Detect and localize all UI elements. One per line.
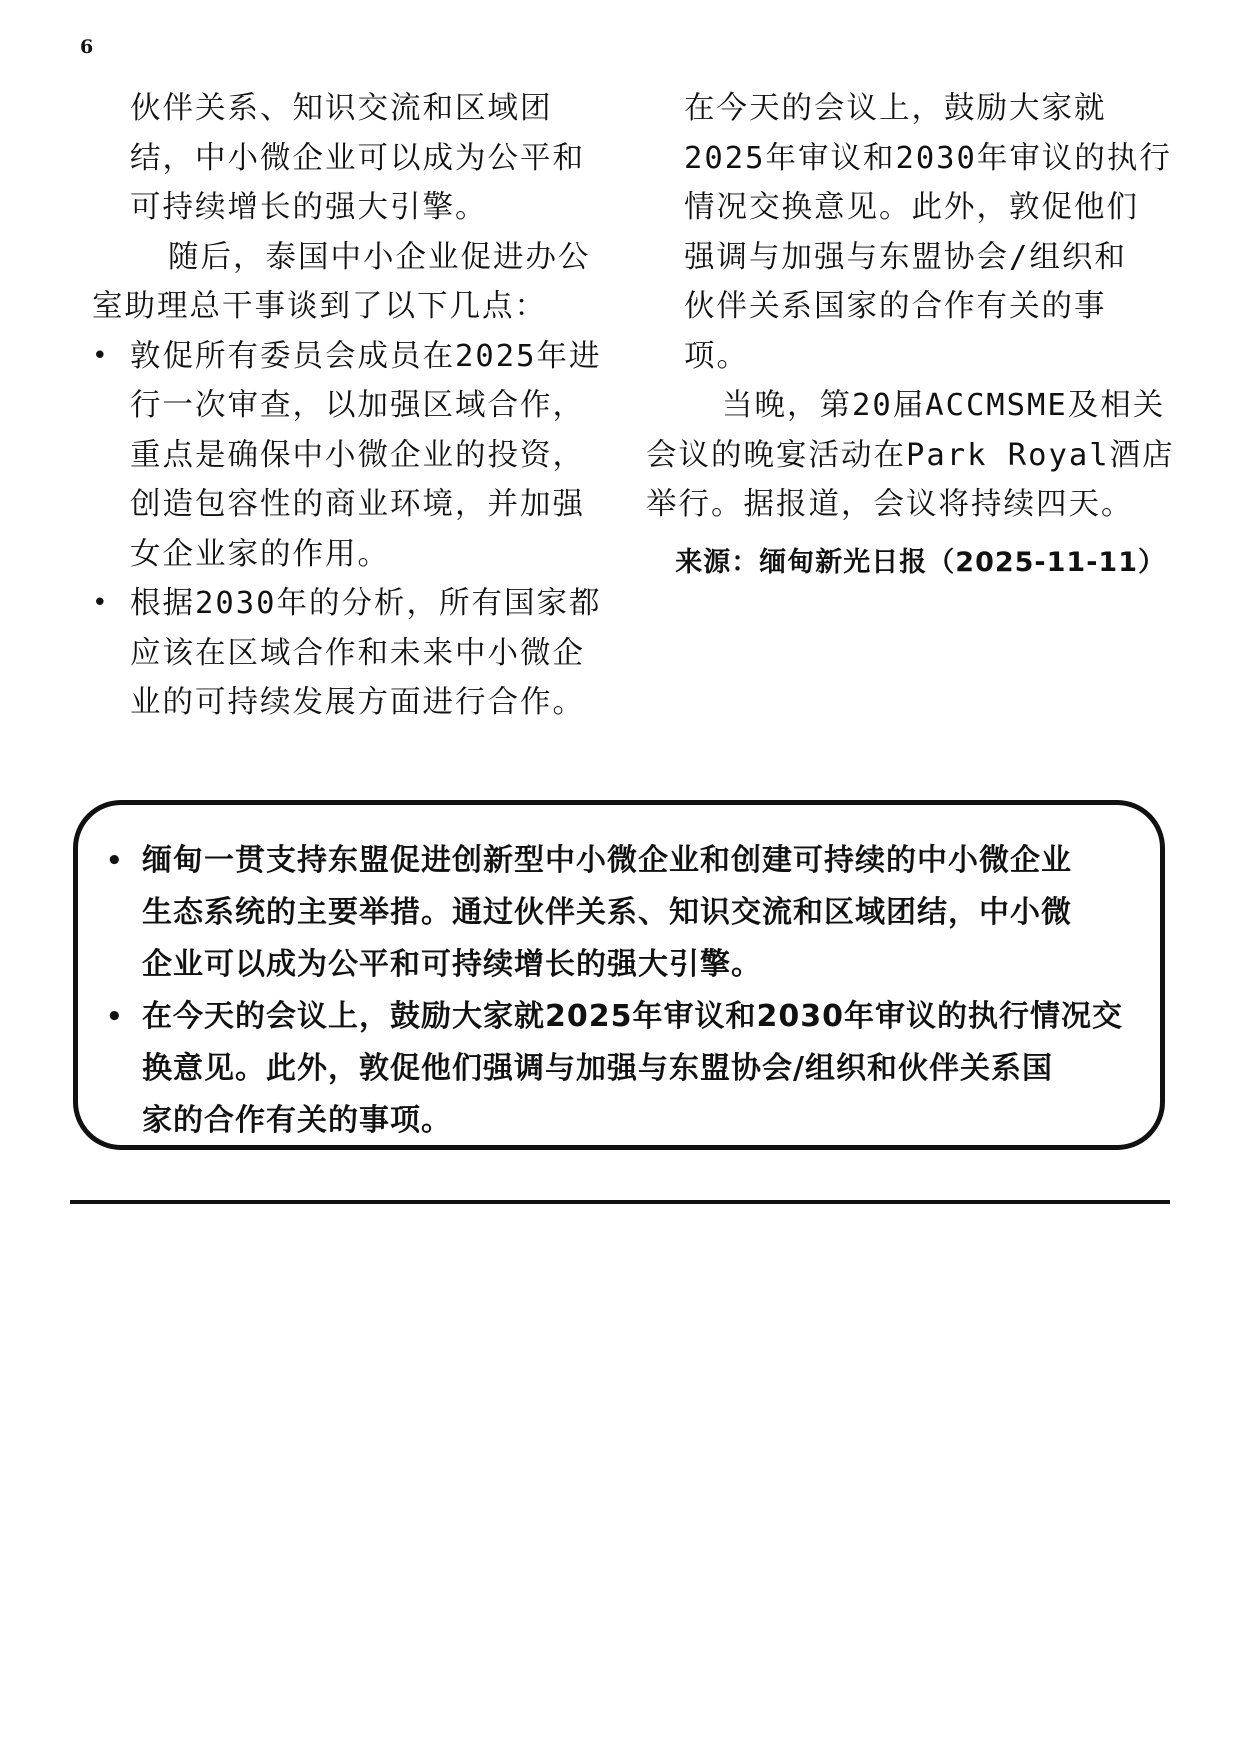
body-line: 可持续增长的强大引擎。: [130, 190, 488, 225]
summary-line: 企业可以成为公平和可持续增长的强大引擎。: [142, 947, 762, 982]
body-line: 当晚，第20届ACCMSME及相关: [722, 388, 1166, 423]
source-credit: 来源：缅甸新光日报（2025-11-11）: [675, 546, 1166, 578]
page-number: 6: [80, 36, 94, 58]
body-line: 应该在区域合作和未来中小微企: [130, 635, 585, 671]
body-line: 随后，泰国中小企业促进办公: [168, 239, 591, 275]
summary-line: 生态系统的主要举措。通过伙伴关系、知识交流和区域团结，中小微: [142, 895, 1072, 930]
body-line: 重点是确保中小微企业的投资，: [130, 437, 585, 473]
body-line: 强调与加强与东盟协会/组织和: [684, 239, 1127, 275]
bullet-line: • 敦促所有委员会成员在2025年进: [92, 332, 612, 382]
body-line: 情况交换意见。此外，敦促他们: [684, 190, 1139, 225]
body-line: 在今天的会议上，鼓励大家就: [684, 91, 1107, 126]
body-line: 创造包容性的商业环境，并加强: [130, 487, 585, 522]
body-line: 女企业家的作用。: [130, 536, 390, 572]
bullet-line: • 根据2030年的分析，所有国家都: [92, 579, 612, 629]
body-line: 会议的晚宴活动在Park Royal酒店: [646, 437, 1175, 473]
summary-bullet-line: • 在今天的会议上，鼓励大家就2025年审议和2030年审议的执行情况交: [98, 991, 1140, 1043]
body-line: 伙伴关系国家的合作有关的事: [684, 289, 1107, 324]
summary-line: 换意见。此外，敦促他们强调与加强与东盟协会/组织和伙伴关系国: [142, 1051, 1053, 1086]
body-line: 伙伴关系、知识交流和区域团: [130, 91, 553, 126]
section-divider: [70, 1200, 1170, 1204]
summary-line: 家的合作有关的事项。: [142, 1103, 452, 1138]
body-line: 2025年审议和2030年审议的执行: [684, 140, 1172, 176]
body-line: 结，中小微企业可以成为公平和: [130, 140, 585, 176]
right-column: [646, 84, 1175, 579]
summary-bullet-line: • 缅甸一贯支持东盟促进创新型中小微企业和创建可持续的中小微企业: [98, 835, 1140, 887]
body-line: 举行。据报道，会议将持续四天。: [646, 487, 1134, 522]
summary-box: [73, 800, 1165, 1150]
body-line: 业的可持续发展方面进行合作。: [130, 685, 585, 720]
body-line: 行一次审查，以加强区域合作，: [130, 388, 585, 423]
left-column: [92, 84, 612, 728]
body-line: 室助理总干事谈到了以下几点：: [92, 289, 547, 324]
body-line: 项。: [684, 338, 749, 374]
